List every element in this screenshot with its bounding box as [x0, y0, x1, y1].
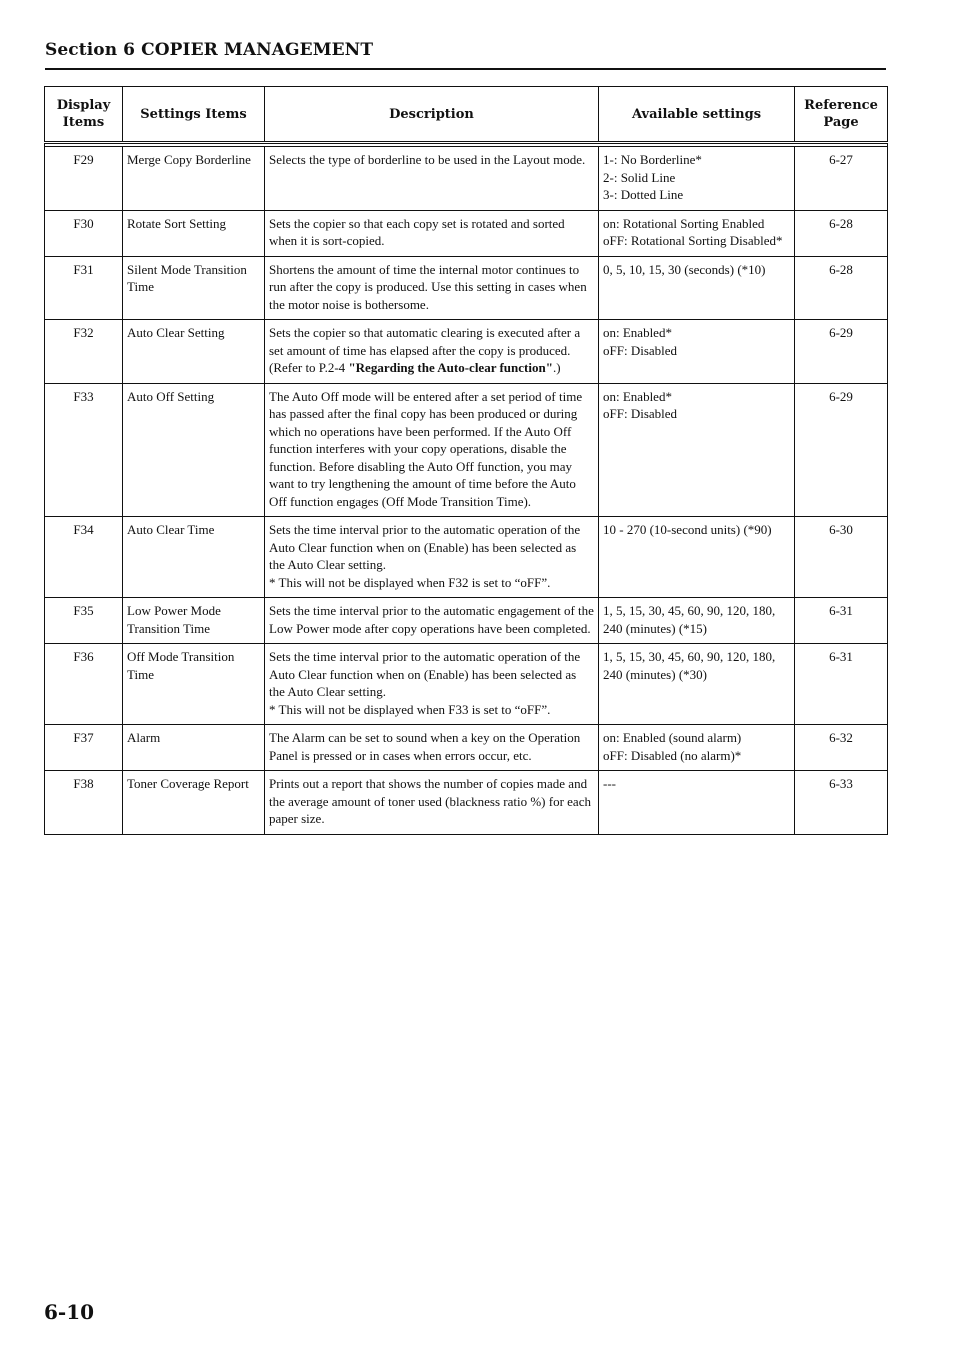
row-settings: on: Enabled* oFF: Disabled — [599, 320, 795, 384]
table-row — [45, 147, 888, 211]
row-code: F33 — [45, 383, 123, 517]
table-row — [45, 517, 888, 598]
row-reference: 6-28 — [795, 256, 888, 320]
table-row — [45, 725, 888, 771]
col-header-reference-page: Reference Page — [795, 87, 888, 143]
col-header-display-items: Display Items — [45, 87, 123, 143]
row-reference: 6-33 — [795, 771, 888, 835]
row-settings: on: Rotational Sorting Enabled oFF: Rotational Sorting Disabled* — [599, 210, 795, 256]
row-description: Sets the time interval prior to the automatic engagement of the Low Power mode after copy operations have been completed. — [265, 598, 599, 644]
row-code: F37 — [45, 725, 123, 771]
table-row — [45, 598, 888, 644]
row-settings: 1, 5, 15, 30, 45, 60, 90, 120, 180, 240 (minutes) (*30) — [599, 644, 795, 725]
table-header-row — [45, 87, 888, 143]
row-item: Silent Mode Transition Time — [123, 256, 265, 320]
row-item: Off Mode Transition Time — [123, 644, 265, 725]
row-code: F30 — [45, 210, 123, 256]
row-code: F35 — [45, 598, 123, 644]
section-title: Section 6 COPIER MANAGEMENT — [45, 40, 886, 70]
row-settings: on: Enabled* oFF: Disabled — [599, 383, 795, 517]
row-item: Rotate Sort Setting — [123, 210, 265, 256]
col-header-description: Description — [265, 87, 599, 143]
row-settings: 10 - 270 (10-second units) (*90) — [599, 517, 795, 598]
row-description: Sets the time interval prior to the automatic operation of the Auto Clear function when on (Enable) has been selected as the Auto Clear setting. * This will not be displayed when F32 is set to “oFF”. — [265, 517, 599, 598]
row-description: Sets the time interval prior to the automatic operation of the Auto Clear function when on (Enable) has been selected as the Auto Clear setting. * This will not be displayed when F33 is set to “oFF”. — [265, 644, 599, 725]
col-header-settings-items: Settings Items — [123, 87, 265, 143]
row-description: Sets the copier so that each copy set is rotated and sorted when it is sort-copied. — [265, 210, 599, 256]
row-note: * This will not be displayed when F33 is set to “oFF”. — [269, 701, 551, 717]
row-item: Auto Clear Time — [123, 517, 265, 598]
row-description: Shortens the amount of time the internal motor continues to run after the copy is produced. Use this setting in cases when the motor noise is bothersome. — [265, 256, 599, 320]
row-reference: 6-32 — [795, 725, 888, 771]
row-item: Merge Copy Borderline — [123, 147, 265, 211]
row-reference: 6-27 — [795, 147, 888, 211]
row-settings: 1, 5, 15, 30, 45, 60, 90, 120, 180, 240 (minutes) (*15) — [599, 598, 795, 644]
col-header-available-settings: Available settings — [599, 87, 795, 143]
table-row — [45, 320, 888, 384]
row-description: The Alarm can be set to sound when a key on the Operation Panel is pressed or in cases when errors occur, etc. — [265, 725, 599, 771]
table-row — [45, 256, 888, 320]
row-code: F32 — [45, 320, 123, 384]
row-settings: --- — [599, 771, 795, 835]
row-description: The Auto Off mode will be entered after a set period of time has passed after the final copy has been produced or during which no operations have been performed. If the Auto Off function interferes with your copy operations, disable the function. Before disabling the Auto Off function, you may want to try lengthening the amount of time before the Auto Off function engages (Off Mode Transition Time). — [265, 383, 599, 517]
row-description: Prints out a report that shows the number of copies made and the average amount of toner used (blackness ratio %) for each paper size. — [265, 771, 599, 835]
row-code: F29 — [45, 147, 123, 211]
row-reference: 6-28 — [795, 210, 888, 256]
row-code: F31 — [45, 256, 123, 320]
settings-table — [44, 86, 888, 835]
row-settings: 0, 5, 10, 15, 30 (seconds) (*10) — [599, 256, 795, 320]
row-reference: 6-31 — [795, 644, 888, 725]
table-row — [45, 210, 888, 256]
row-reference: 6-29 — [795, 320, 888, 384]
auto-clear-reference: "Regarding the Auto-clear function" — [348, 360, 553, 375]
table-row — [45, 644, 888, 725]
page-number: 6-10 — [44, 1300, 95, 1324]
row-code: F36 — [45, 644, 123, 725]
row-code: F34 — [45, 517, 123, 598]
row-settings: on: Enabled (sound alarm) oFF: Disabled (no alarm)* — [599, 725, 795, 771]
row-item: Toner Coverage Report — [123, 771, 265, 835]
row-description: Sets the copier so that automatic clearing is executed after a set amount of time has elapsed after the copy is produced. (Refer to P.2-4 "Regarding the Auto-clear function".) — [265, 320, 599, 384]
row-note: * This will not be displayed when F32 is set to “oFF”. — [269, 574, 551, 590]
row-reference: 6-31 — [795, 598, 888, 644]
row-reference: 6-30 — [795, 517, 888, 598]
row-item: Low Power Mode Transition Time — [123, 598, 265, 644]
row-item: Alarm — [123, 725, 265, 771]
row-reference: 6-29 — [795, 383, 888, 517]
row-settings: 1-: No Borderline* 2-: Solid Line 3-: Dotted Line — [599, 147, 795, 211]
row-item: Auto Off Setting — [123, 383, 265, 517]
table-row — [45, 771, 888, 835]
row-item: Auto Clear Setting — [123, 320, 265, 384]
row-code: F38 — [45, 771, 123, 835]
table-row — [45, 383, 888, 517]
row-description: Selects the type of borderline to be used in the Layout mode. — [265, 147, 599, 211]
